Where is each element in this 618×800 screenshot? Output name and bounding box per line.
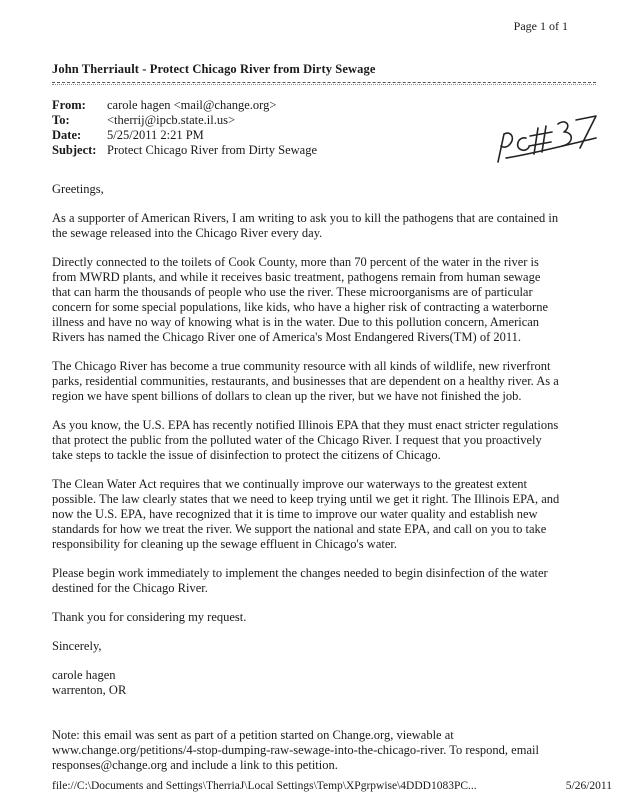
petition-note: Note: this email was sent as part of a petition started on Change.org, viewable at www.change.org/petitions/4-stop-dumping-raw-sewage-into-the-chicago-river. To respond, email responses@change.org and include a link to this petition.	[52, 728, 539, 772]
from-value: carole hagen <mail@change.org>	[107, 98, 277, 112]
body-paragraph: The Clean Water Act requires that we continually improve our waterways to the greatest extent possible. The law clearly states that we need to keep trying until we get it right. The Illinois EPA, and now the U.S. EPA, have recognized that it is time to improve our water quality and establish new standards for how we treat the river. We support the national and state EPA, and call on you to take responsibility for cleaning up the sewage effluent in Chicago's water.	[52, 477, 560, 551]
date-value: 5/25/2011 2:21 PM	[107, 128, 204, 142]
to-label: To:	[52, 113, 70, 127]
signature-name: carole hagen	[52, 668, 116, 682]
signoff: Sincerely,	[52, 639, 102, 653]
signature-location: warrenton, OR	[52, 683, 127, 697]
subject-label: Subject:	[52, 143, 97, 157]
body-paragraph: Please begin work immediately to implement the changes needed to begin disinfection of the water destined for the Chicago River.	[52, 566, 548, 595]
signature-block	[52, 668, 562, 698]
body-paragraph: Directly connected to the toilets of Cook County, more than 70 percent of the water in the river is from MWRD plants, and while it receives basic treatment, pathogens remain from human sewage that can harm the thousands of people who use the river. These microorganisms are of particular concern for some special populations, like kids, who have a higher risk of contracting a waterborne illness and have no way of knowing what is in the water. Due to this pollution concern, American Rivers has named the Chicago River one of America's Most Endangered Rivers(TM) of 2011.	[52, 255, 549, 344]
to-value: <therrij@ipcb.state.il.us>	[107, 113, 236, 127]
date-row	[52, 128, 317, 143]
greeting: Greetings,	[52, 182, 104, 196]
email-body	[52, 182, 562, 787]
from-row	[52, 98, 317, 113]
body-paragraph: Thank you for considering my request.	[52, 610, 247, 624]
body-paragraph: As a supporter of American Rivers, I am writing to ask you to kill the pathogens that are contained in the sewage released into the Chicago River every day.	[52, 211, 559, 240]
subject-row	[52, 143, 317, 158]
footer-date: 5/26/2011	[565, 780, 612, 792]
from-label: From:	[52, 98, 86, 112]
print-footer	[52, 780, 612, 792]
email-metadata	[52, 98, 317, 158]
document-title: John Therriault - Protect Chicago River from Dirty Sewage	[52, 62, 376, 76]
to-row	[52, 113, 317, 128]
footer-file-path: file://C:\Documents and Settings\TherriaJ\Local Settings\Temp\XPgrpwise\4DDD1083PC...	[52, 780, 477, 792]
header-divider	[52, 82, 596, 83]
body-paragraph: As you know, the U.S. EPA has recently notified Illinois EPA that they must enact stricter regulations that protect the public from the polluted water of the Chicago River. I request that you proactively take steps to tackle the issue of disinfection to protect the citizens of Chicago.	[52, 418, 559, 462]
body-paragraph: The Chicago River has become a true community resource with all kinds of wildlife, new riverfront parks, residential communities, restaurants, and businesses that are dependent on a healthy river. As a region we have spent billions of dollars to clean up the river, but we have not finished the job.	[52, 359, 559, 403]
subject-value: Protect Chicago River from Dirty Sewage	[107, 143, 318, 157]
handwritten-annotation	[492, 110, 602, 172]
page-number: Page 1 of 1	[513, 19, 568, 33]
header-divider-secondary	[52, 84, 596, 85]
date-label: Date:	[52, 128, 82, 142]
